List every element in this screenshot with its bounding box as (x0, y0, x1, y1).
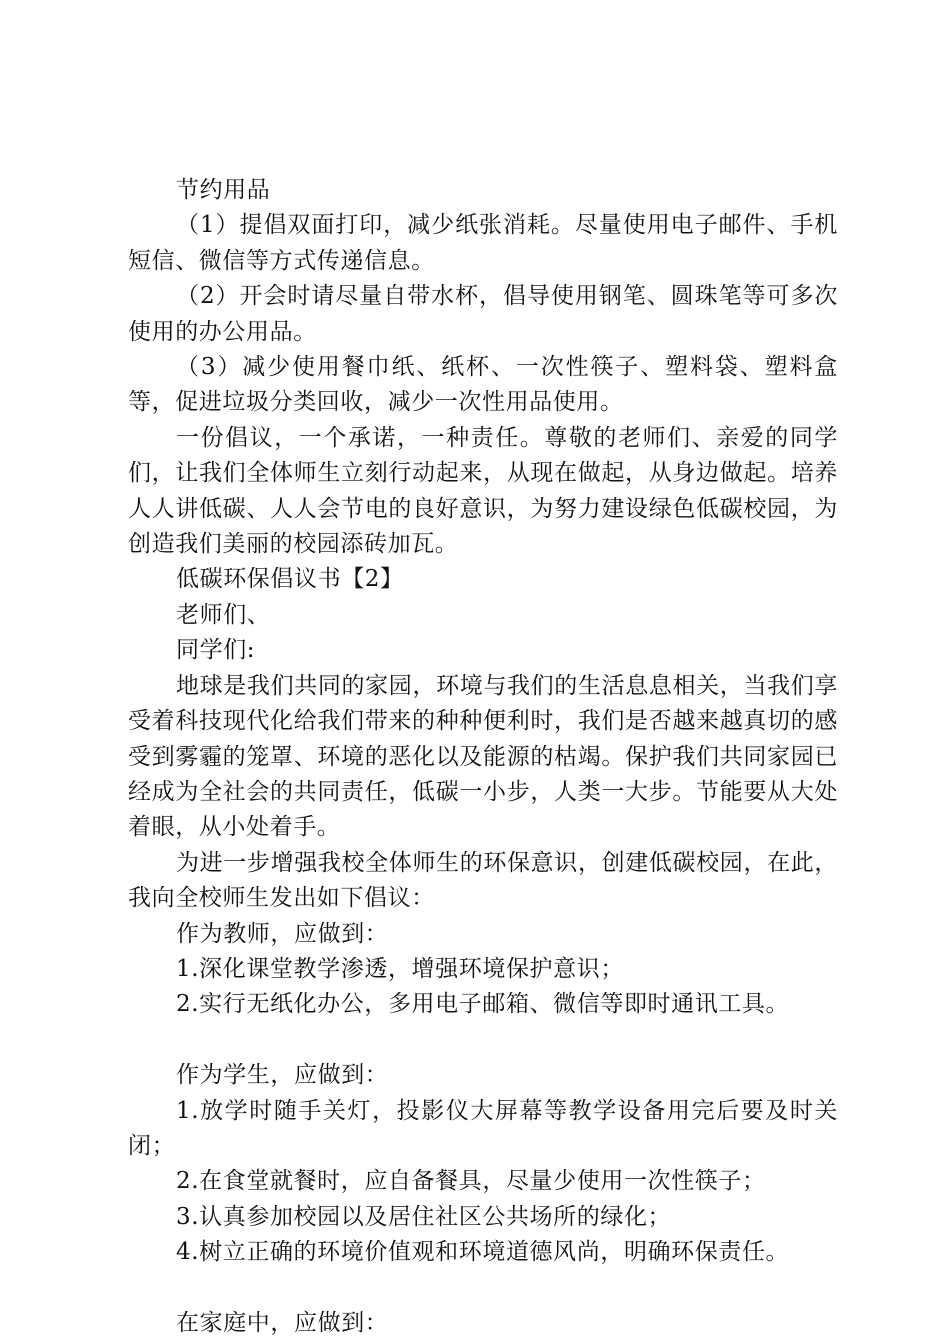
paragraph-item-2: （2）开会时请尽量自带水杯，倡导使用钢笔、圆珠笔等可多次使用的办公用品。 (128, 283, 838, 345)
salutation-students: 同学们: (176, 637, 256, 664)
student-item-1: 1.放学时随手关灯，投影仪大屏幕等教学设备用完后要及时关闭； (128, 1097, 838, 1159)
paragraph-item-1: （1）提倡双面打印，减少纸张消耗。尽量使用电子邮件、手机短信、微信等方式传递信息。 (128, 212, 838, 274)
blank-line (128, 1023, 838, 1058)
heading-save-supplies: 节约用品 (176, 177, 271, 203)
paragraph-item-3: （3）减少使用餐巾纸、纸杯、一次性筷子、塑料袋、塑料盒等，促进垃圾分类回收，减少一次性用品使用。 (128, 354, 838, 416)
document-body (128, 173, 838, 1341)
teacher-item-1: 1.深化课堂教学渗透，增强环境保护意识； (176, 955, 624, 982)
paragraph-initiative: 为进一步增强我校全体师生的环保意识，创建低碳校园，在此，我向全校师生发出如下倡议： (128, 849, 838, 912)
blank-line (128, 1271, 838, 1306)
paragraph-earth: 地球是我们共同的家园，环境与我们的生活息息相关，当我们享受着科技现代化给我们带来的种种便利时，我们是否越来越真切的感受到雾霾的笼罩、环境的恶化以及能源的枯竭。保护我们共同家园已经成为全社会的共同责任，低碳一小步，人类一大步。节能要从大处着眼，从小处着手。 (128, 672, 838, 841)
student-heading: 作为学生，应做到： (176, 1062, 389, 1089)
student-item-3: 3.认真参加校园以及居住社区公共场所的绿化； (176, 1203, 672, 1230)
section-title: 低碳环保倡议书【2】 (176, 566, 404, 593)
paragraph-closing: 一份倡议，一个承诺，一种责任。尊敬的老师们、亲爱的同学们，让我们全体师生立刻行动起来，从现在做起，从身边做起。培养人人讲低碳、人人会节电的良好意识，为努力建设绿色低碳校园，为创造我们美丽的校园添砖加瓦。 (128, 424, 838, 558)
student-item-2: 2.在食堂就餐时，应自备餐具，尽量少使用一次性筷子； (176, 1168, 766, 1195)
family-heading: 在家庭中，应做到： (176, 1309, 389, 1336)
teacher-heading: 作为教师，应做到： (176, 920, 389, 947)
salutation-teachers: 老师们、 (176, 601, 271, 628)
teacher-item-2: 2.实行无纸化办公，多用电子邮箱、微信等即时通讯工具。 (176, 991, 790, 1018)
student-item-4: 4.树立正确的环境价值观和环境道德风尚，明确环保责任。 (176, 1239, 790, 1266)
